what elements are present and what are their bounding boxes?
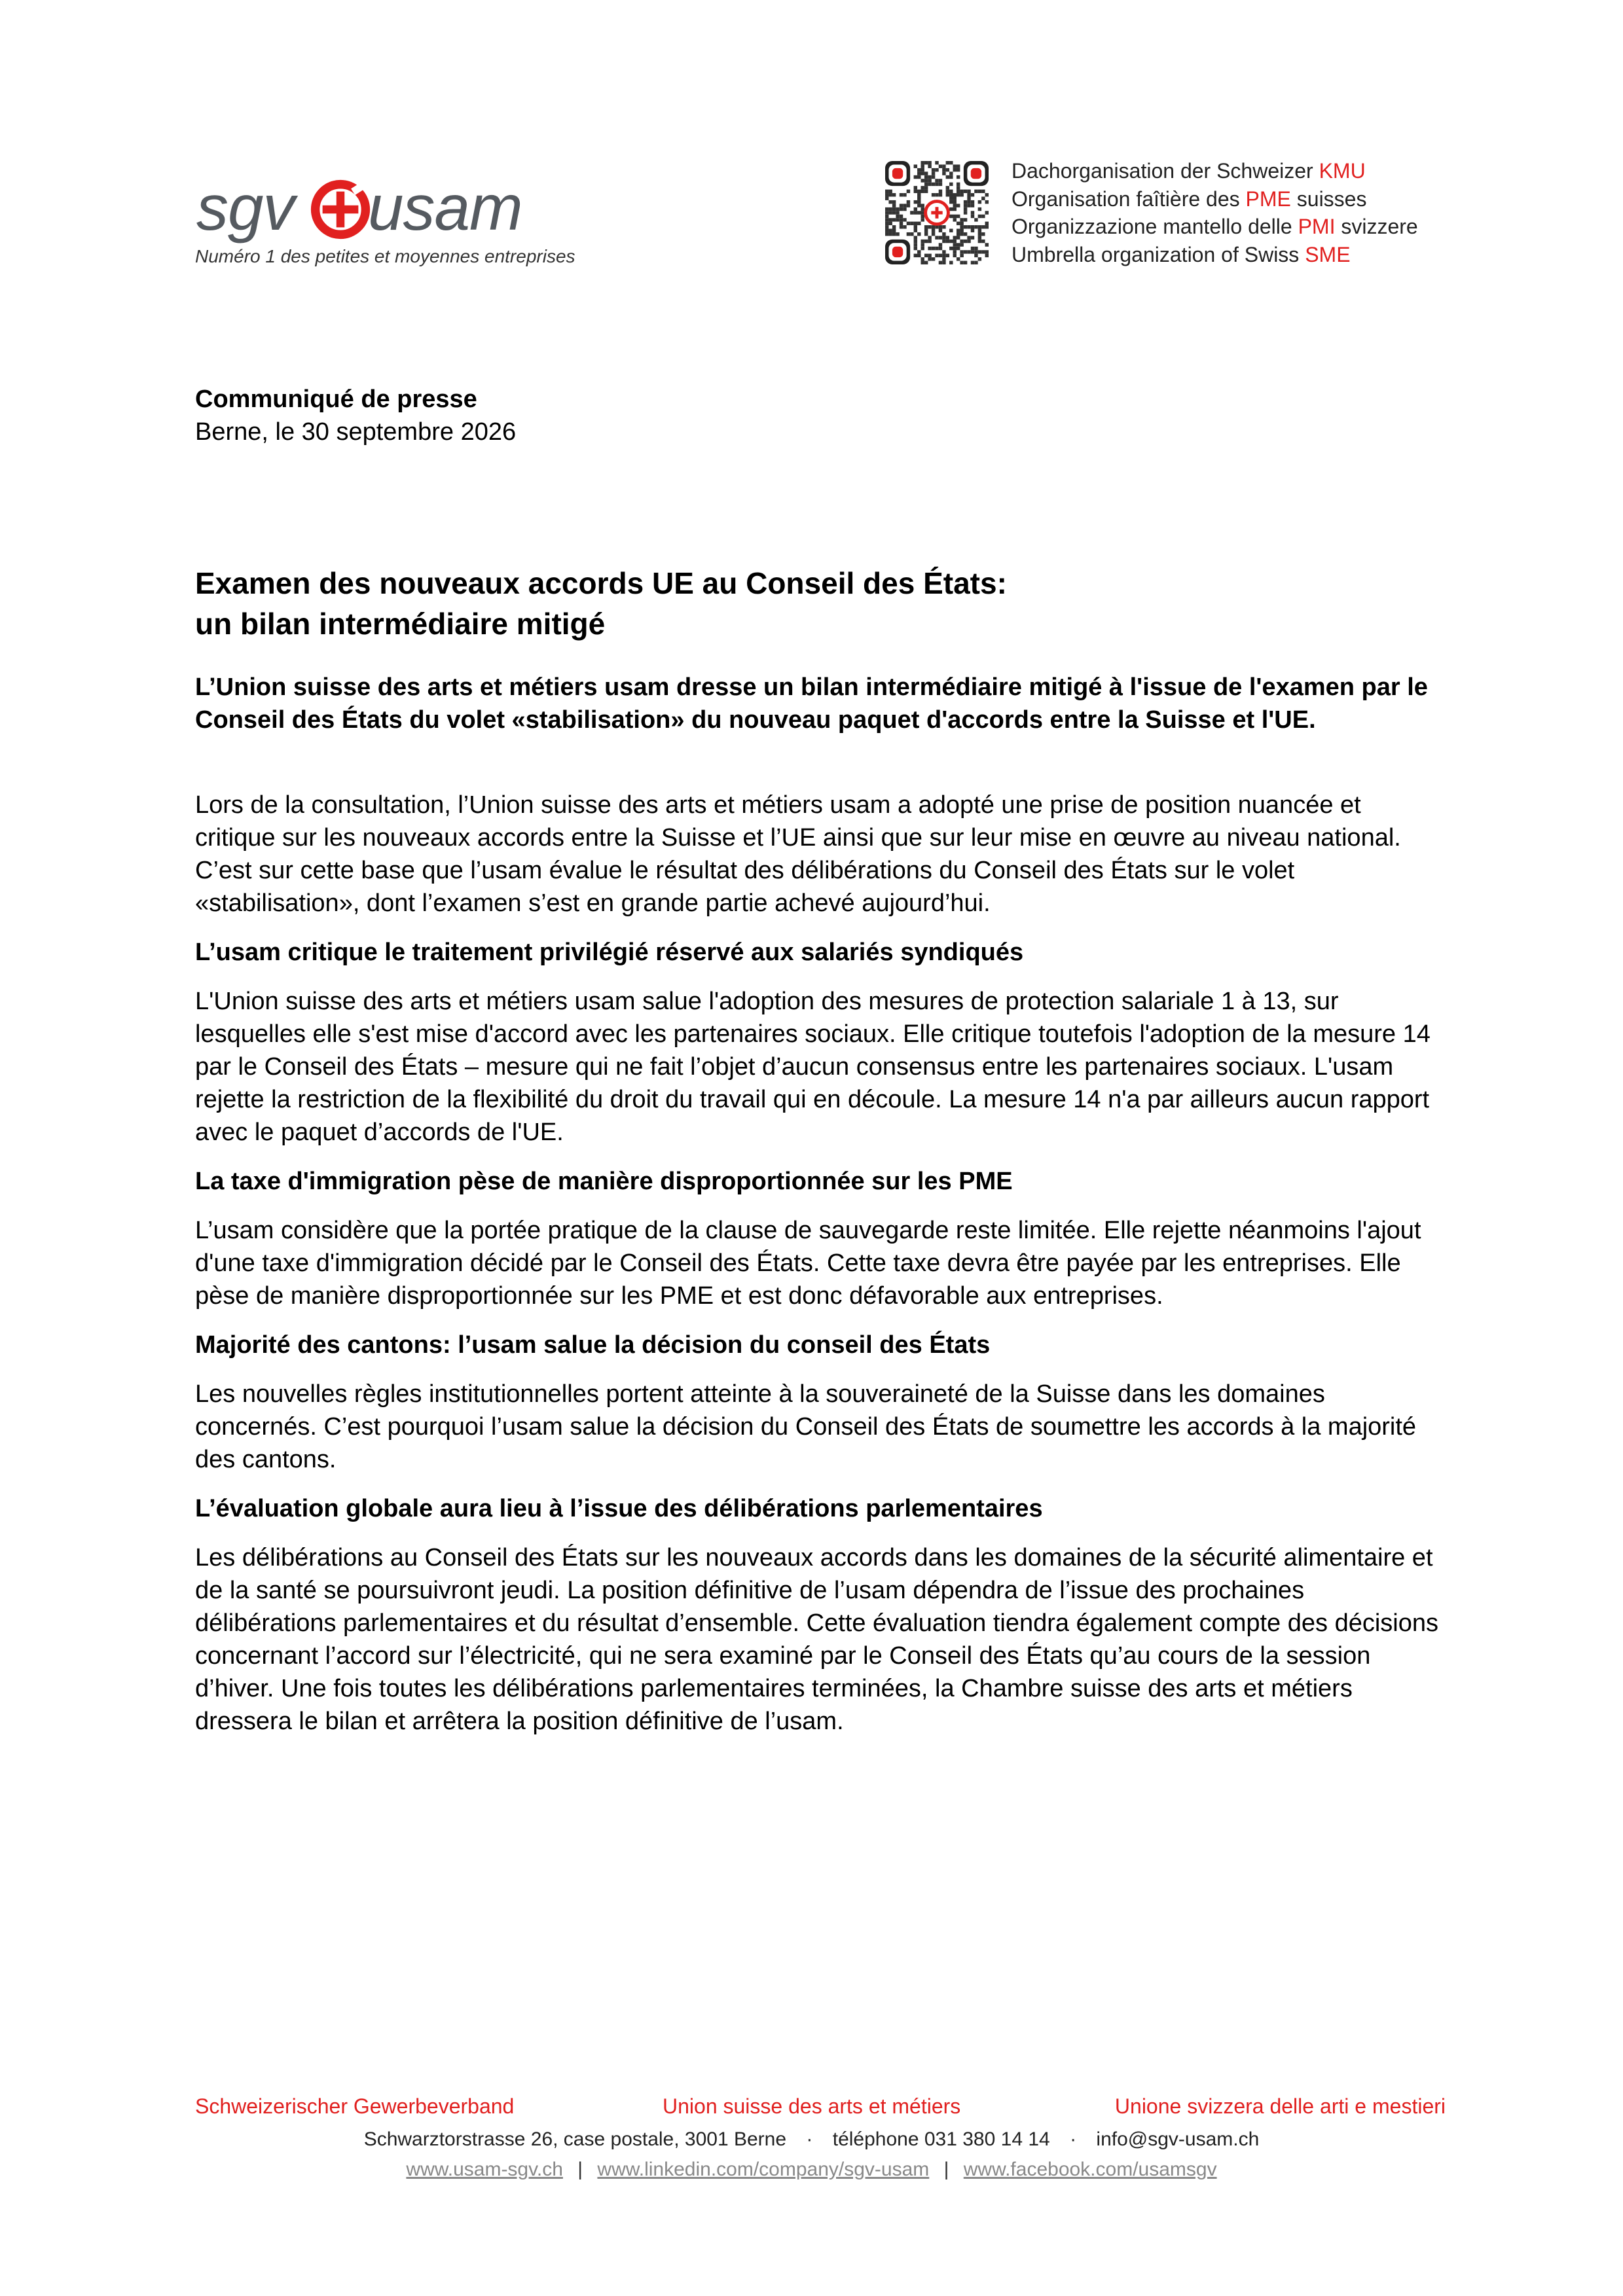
section-heading: La taxe d'immigration pèse de manière disproportionnée sur les PME <box>195 1168 1013 1195</box>
footer-email: info@sgv-usam.ch <box>1096 2128 1260 2150</box>
intro-paragraph: Lors de la consultation, l’Union suisse des arts et métiers usam a adopté une prise de position nuancée et critique sur les nouveaux accords entre la Suisse et l’UE ainsi que sur leur mise en œuvre au niveau national. C’est sur cette base que l’usam évalue le résultat des délibérations du Conseil des États sur le volet «stabilisation», dont l’examen s’est en grande partie achevé aujourd’hui. <box>195 791 1401 917</box>
logo-text-usam: usam <box>368 171 522 243</box>
footer-name-fr: Union suisse des arts et métiers <box>663 2094 961 2118</box>
footer-contact <box>0 2128 1623 2151</box>
org-line-en: Umbrella organization of Swiss SME <box>1012 242 1351 266</box>
section-paragraph: Les délibérations au Conseil des États sur les nouveaux accords dans les domaines de la sécurité alimentaire et de la santé se poursuivront jeudi. La position définitive de l’usam dépendra de l’issue des prochaines délibérations parlementaires et du résultat d’ensemble. Cette évaluation tiendra également compte des décisions concernant l’accord sur l’électricité, qui ne sera examiné par le Conseil des États qu’au cours de la session d’hiver. Une fois toutes les délibérations parlementaires terminées, la Chambre suisse des arts et métiers dressera le bilan et arrêtera la position définitive de l’usam. <box>195 1544 1438 1735</box>
dateline: Berne, le 30 septembre 2026 <box>195 418 517 446</box>
sgv-usam-logo <box>196 171 563 243</box>
org-line-fr: Organisation faîtière des PME suisses <box>1012 187 1367 211</box>
footer-name-de: Schweizerischer Gewerbeverband <box>195 2094 515 2118</box>
section-heading: Majorité des cantons: l’usam salue la décision du conseil des États <box>195 1331 991 1359</box>
org-line-it: Organizzazione mantello delle PMI svizzere <box>1012 215 1418 238</box>
footer-organization-names <box>195 2094 1446 2121</box>
separator-dot: · <box>806 2128 813 2150</box>
swiss-cross-logo-icon <box>309 178 372 241</box>
facebook-link[interactable]: www.facebook.com/usamsgv <box>963 2159 1217 2180</box>
title-line-1: Examen des nouveaux accords UE au Conseil des États: <box>195 566 1007 600</box>
linkedin-link[interactable]: www.linkedin.com/company/sgv-usam <box>597 2159 930 2180</box>
link-separator: | <box>943 2159 949 2180</box>
section-paragraph: Les nouvelles règles institutionnelles portent atteinte à la souveraineté de la Suisse dans les domaines concernés. C’est pourquoi l’usam salue la décision du Conseil des États de soumettre les accords à la majorité des cantons. <box>195 1380 1417 1473</box>
section-heading: L’évaluation globale aura lieu à l’issue des délibérations parlementaires <box>195 1495 1043 1522</box>
umbrella-organization-list <box>1012 157 1418 268</box>
footer-phone: téléphone 031 380 14 14 <box>832 2128 1050 2150</box>
footer-links <box>0 2159 1623 2181</box>
footer-name-it: Unione svizzera delle arti e mestieri <box>1114 2094 1446 2118</box>
section-paragraph: L’usam considère que la portée pratique de la clause de sauvegarde reste limitée. Elle rejette néanmoins l'ajout d'une taxe d'immigration décidé par le Conseil des États. Cette taxe devra être payée par les entreprises. Elle pèse de manière disproportionnée sur les PME et est donc défavorable aux entreprises. <box>195 1217 1421 1310</box>
page-title <box>195 563 1446 644</box>
article-text <box>195 789 1446 1754</box>
document-type-label: Communiqué de presse <box>195 386 477 413</box>
press-release-body <box>195 383 1446 1735</box>
logo-text-sgv: sgv <box>196 171 295 243</box>
lead-paragraph: L’Union suisse des arts et métiers usam dresse un bilan intermédiaire mitigé à l'issue de l'examen par le Conseil des États du volet «stabilisation» du nouveau paquet d'accords entre la Suisse et l'UE. <box>195 673 1428 734</box>
website-link[interactable]: www.usam-sgv.ch <box>406 2159 563 2180</box>
logo-tagline: Numéro 1 des petites et moyennes entreprises <box>195 246 575 266</box>
title-line-2: un bilan intermédiaire mitigé <box>195 607 606 641</box>
separator-dot: · <box>1070 2128 1077 2150</box>
footer-address: Schwarztorstrasse 26, case postale, 3001 Berne <box>363 2128 787 2150</box>
org-line-de: Dachorganisation der Schweizer KMU <box>1012 159 1366 183</box>
section-heading: L’usam critique le traitement privilégié réservé aux salariés syndiqués <box>195 939 1024 966</box>
link-separator: | <box>577 2159 583 2180</box>
qr-code-icon <box>885 161 989 264</box>
section-paragraph: L'Union suisse des arts et métiers usam salue l'adoption des mesures de protection salariale 1 à 13, sur lesquelles elle s'est mise d'accord avec les partenaires sociaux. Elle critique toutefois l'adoption de la mesure 14 par le Conseil des États – mesure qui ne fait l’objet d’aucun consensus entre les partenaires sociaux. L'usam rejette la restriction de la flexibilité du droit du travail qui en découle. La mesure 14 n'a par ailleurs aucun rapport avec le paquet d’accords de l'UE. <box>195 988 1431 1146</box>
